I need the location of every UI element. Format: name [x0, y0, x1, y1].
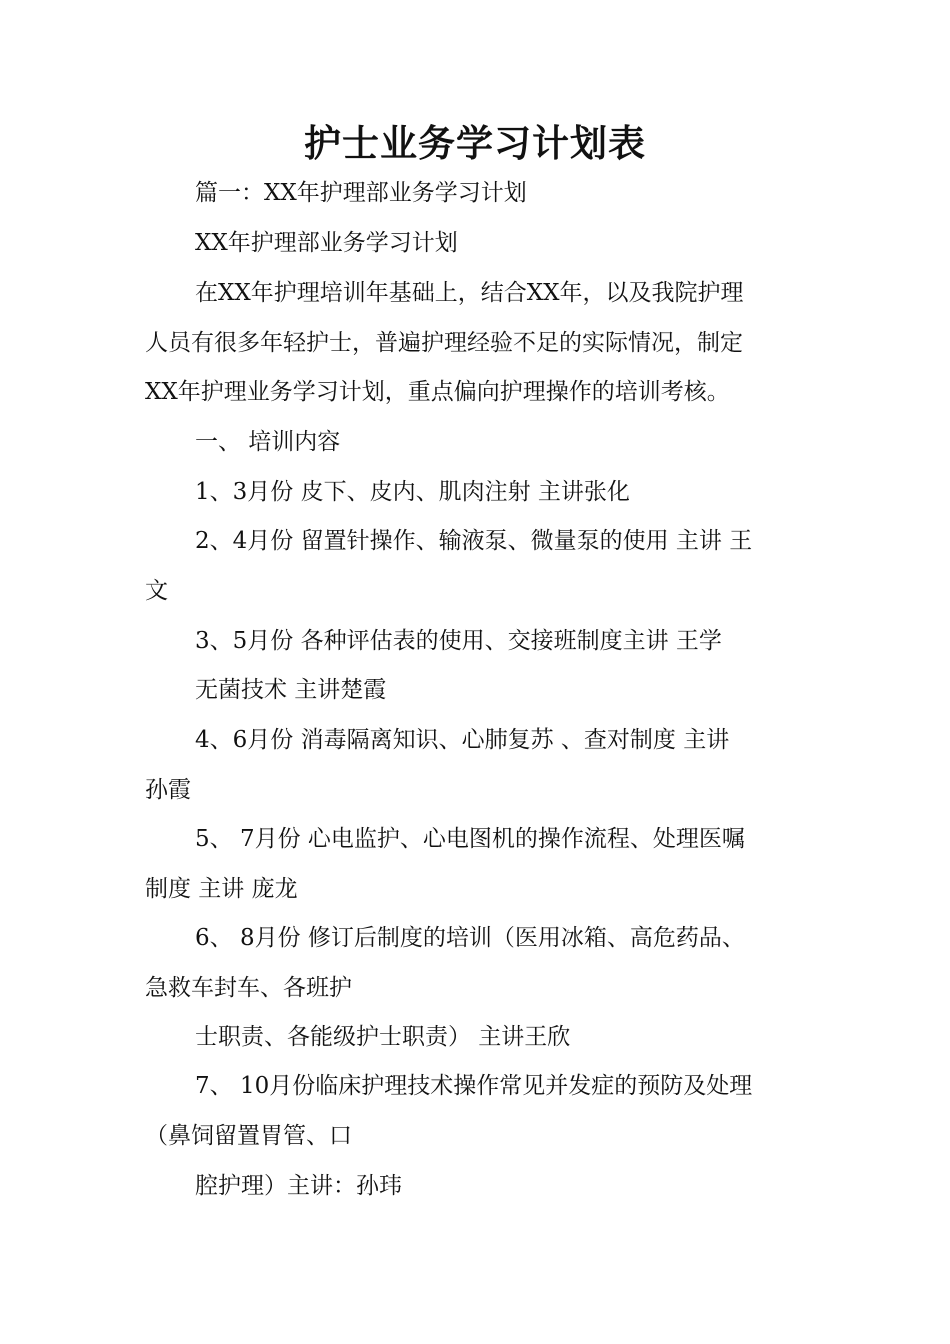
document-title: 护士业务学习计划表	[304, 122, 646, 165]
list-item: 3、5月份 各种评估表的使用、交接班制度主讲 王学	[195, 628, 722, 654]
list-item-continuation: 无菌技术 主讲楚霞	[195, 677, 387, 703]
list-item: 4、6月份 消毒隔离知识、心肺复苏 、查对制度 主讲	[195, 727, 730, 753]
list-item: 5、 7月份 心电监护、心电图机的操作流程、处理医嘱	[195, 826, 745, 852]
paragraph-line: 篇一：XX年护理部业务学习计划	[195, 180, 527, 206]
list-item: 2、4月份 留置针操作、输液泵、微量泵的使用 主讲 王	[195, 528, 753, 554]
list-item: 6、 8月份 修订后制度的培训（医用冰箱、高危药品、	[195, 925, 745, 951]
list-item-continuation: 腔护理）主讲：孙玮	[195, 1173, 402, 1199]
list-item: 1、3月份 皮下、皮内、肌肉注射 主讲张化	[195, 479, 630, 505]
list-item: 7、 10月份临床护理技术操作常见并发症的预防及处理	[195, 1073, 753, 1099]
paragraph-line: XX年护理业务学习计划，重点偏向护理操作的培训考核。	[145, 379, 730, 405]
list-item-continuation: 士职责、各能级护士职责） 主讲王欣	[195, 1024, 571, 1050]
section-heading: 一、 培训内容	[195, 429, 341, 455]
paragraph-line: 人员有很多年轻护士，普遍护理经验不足的实际情况，制定	[145, 330, 743, 356]
paragraph-line: 在XX年护理培训年基础上，结合XX年，以及我院护理	[195, 280, 744, 306]
list-item-continuation: 制度 主讲 庞龙	[145, 876, 298, 902]
paragraph-line: XX年护理部业务学习计划	[195, 230, 458, 256]
list-item-continuation: 急救车封车、各班护	[145, 975, 352, 1001]
list-item-continuation: （鼻饲留置胃管、口	[145, 1123, 352, 1149]
list-item-continuation: 文	[145, 578, 168, 604]
list-item-continuation: 孙霞	[145, 777, 191, 803]
